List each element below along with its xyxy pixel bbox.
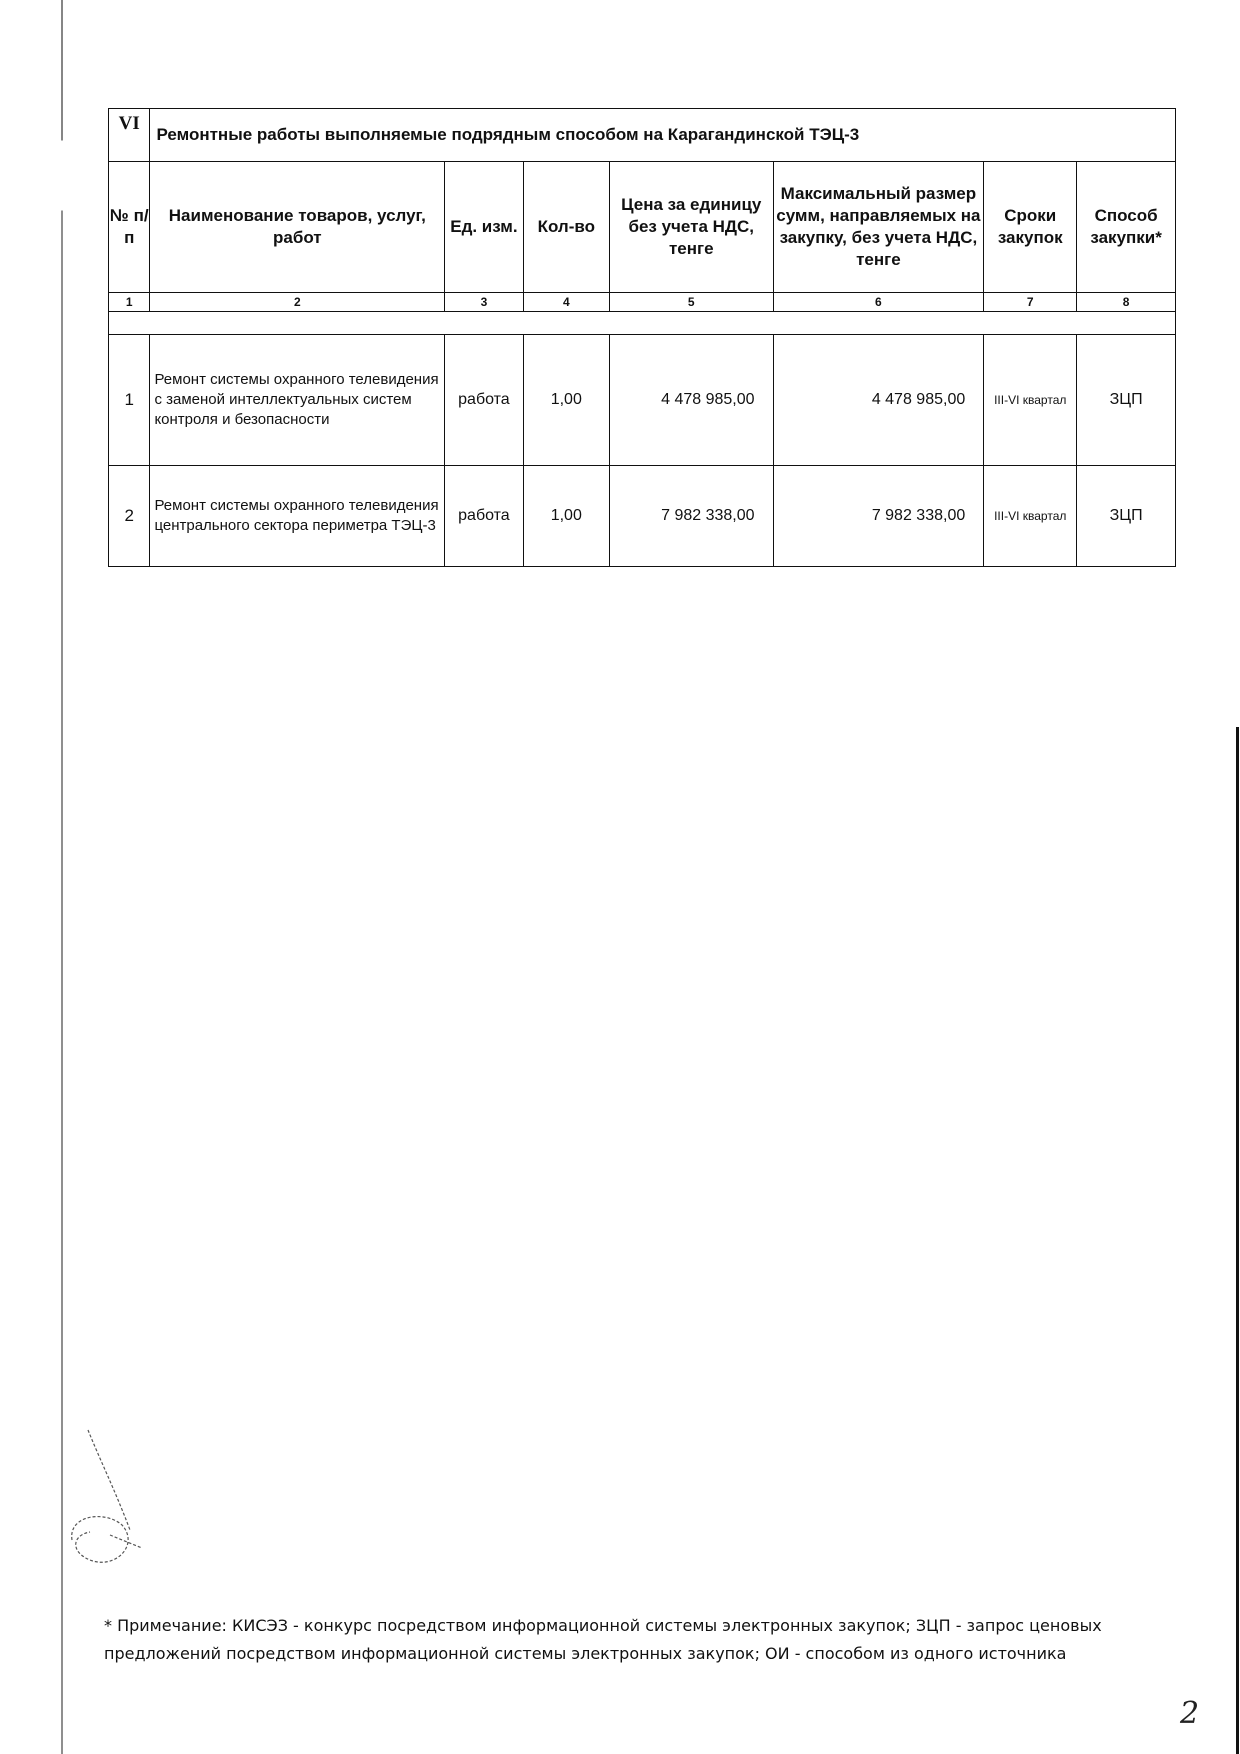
header-num: № п/п	[109, 162, 150, 293]
header-max-sum: Максимальный размер сумм, направляемых на закупку, без учета НДС, тенге	[773, 162, 984, 293]
item-method: ЗЦП	[1077, 335, 1176, 466]
column-number-row	[109, 293, 1176, 312]
section-number: VI	[109, 109, 150, 162]
column-number: 1	[109, 293, 150, 312]
header-name: Наименование товаров, услуг, работ	[150, 162, 445, 293]
procurement-table	[108, 108, 1176, 567]
table-row	[109, 466, 1176, 567]
spacer-row	[109, 312, 1176, 335]
item-name: Ремонт системы охранного телевидения с заменой интеллектуальных систем контроля и безопасности	[150, 335, 445, 466]
header-term: Сроки закупок	[984, 162, 1077, 293]
item-name: Ремонт системы охранного телевидения центрального сектора периметра ТЭЦ-3	[150, 466, 445, 567]
row-number: 1	[109, 335, 150, 466]
column-header-row	[109, 162, 1176, 293]
row-number: 2	[109, 466, 150, 567]
column-number: 7	[984, 293, 1077, 312]
item-unit: работа	[445, 466, 523, 567]
section-title: Ремонтные работы выполняемые подрядным способом на Карагандинской ТЭЦ-3	[150, 109, 1176, 162]
item-qty: 1,00	[523, 335, 609, 466]
table-row	[109, 335, 1176, 466]
item-qty: 1,00	[523, 466, 609, 567]
header-unit: Ед. изм.	[445, 162, 523, 293]
column-number: 4	[523, 293, 609, 312]
handwritten-signature	[60, 1420, 170, 1580]
footnote: * Примечание: КИСЭЗ - конкурс посредством информационной системы электронных закупок; ЗЦП - запрос ценовых предложений посредством информационной системы электронных закупок; ОИ - способом из одного источника	[104, 1616, 1102, 1663]
item-term: III-VI квартал	[984, 466, 1077, 567]
section-header-row	[109, 109, 1176, 162]
scan-edge-right	[1236, 727, 1239, 1754]
item-unit: работа	[445, 335, 523, 466]
item-price: 7 982 338,00	[609, 466, 773, 567]
item-price: 4 478 985,00	[609, 335, 773, 466]
column-number: 3	[445, 293, 523, 312]
item-max-sum: 4 478 985,00	[773, 335, 984, 466]
header-price: Цена за единицу без учета НДС, тенге	[609, 162, 773, 293]
column-number: 6	[773, 293, 984, 312]
header-method: Способ закупки*	[1077, 162, 1176, 293]
column-number: 2	[150, 293, 445, 312]
page-number: 2	[1180, 1696, 1200, 1731]
column-number: 5	[609, 293, 773, 312]
item-max-sum: 7 982 338,00	[773, 466, 984, 567]
item-method: ЗЦП	[1077, 466, 1176, 567]
item-term: III-VI квартал	[984, 335, 1077, 466]
header-qty: Кол-во	[523, 162, 609, 293]
column-number: 8	[1077, 293, 1176, 312]
